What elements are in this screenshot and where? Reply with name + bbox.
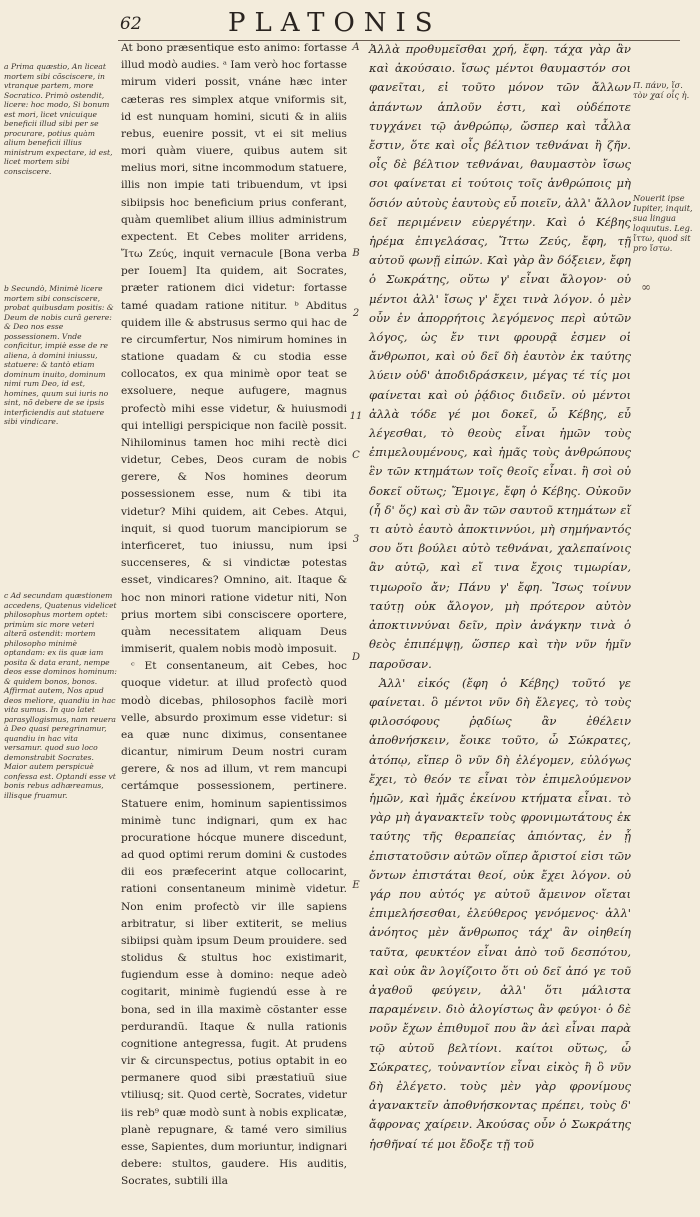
- margin-note-b-text: b Secundò, Minimè licere mortem sibi consciscere, probat quibusdam positis: & Deum de nobis curâ gerere: & Deo nos esse possessionem. Vnde conficitur, impiè esse de re aliena, à domini iniussu, statuere: & tantò etiam dominum inuito, dominum nimi rum Deo, id est, homines, quum sui iuris no sint, nõ debere de se ipsis interficiendis aut statuere sibi vindicare.: [4, 284, 114, 426]
- margin-note-variant-text: Π. πάνυ, ἴσ. τὸν χαί οἷς ἡ.: [633, 80, 690, 100]
- section-marker-b: B: [352, 248, 360, 259]
- ornament-flourish: ∞: [641, 280, 651, 294]
- margin-note-variant: [633, 80, 699, 100]
- greek-paragraph: Ἀλλ' εἰκός (ἔφη ὁ Κέβης) τοῦτό γε φαίνεται. ὃ μέντοι νῦν δὴ ἔλεγες, τὸ τοὺς φιλοσόφους ῥᾳδίως ἂν ἐθέλειν ἀποθνήσκειν, ἔοικε τοῦτο, ὦ Σώκρατες, ἀτόπῳ, εἴπερ ὃ νῦν δὴ ἐλέγομεν, εὐλόγως ἔχει, τὸ θεόν τε εἶναι τὸν ἐπιμελούμενον ἡμῶν, καὶ ἡμᾶς ἐκείνου κτήματα εἶναι. τὸ γὰρ μὴ ἀγανακτεῖν τοὺς φρονιμωτάτους ἐκ ταύτης τῆς θεραπείας ἀπιόντας, ἐν ᾗ ἐπιστατοῦσιν αὐτῶν οἵπερ ἄριστοί εἰσι τῶν ὄντων ἐπιστάται θεοί, οὐκ ἔχει λόγον. οὐ γάρ που αὐτός γε αὑτοῦ ἄμεινον οἴεται ἐπιμελήσεσθαι, ἐλεύθερος γενόμενος· ἀλλ' ἀνόητος μὲν ἄνθρωπος τάχ' ἂν οἰηθείη ταῦτα, φευκτέον εἶναι ἀπὸ τοῦ δεσπότου, καὶ οὐκ ἂν λογίζοιτο ὅτι οὐ δεῖ ἀπό γε τοῦ ἀγαθοῦ φεύγειν, ἀλλ' ὅτι μάλιστα παραμένειν. διὸ ἀλογίστως ἂν φεύγοι· ὁ δὲ νοῦν ἔχων ἐπιθυμοῖ που ἂν ἀεὶ εἶναι παρὰ τῷ αὑτοῦ βελτίονι. καίτοι οὕτως, ὦ Σώκρατες, τοὐναντίον εἶναι εἰκὸς ἢ ὃ νῦν δὴ ἐλέγετο. τοὺς μὲν γὰρ φρονίμους ἀγανακτεῖν ἀποθνήσκοντας πρέπει, τοὺς δ' ἄφρονας χαίρειν. Ἀκούσας οὖν ὁ Σωκράτης ἡσθῆναί τέ μοι ἔδοξε τῇ τοῦ: [369, 675, 631, 1151]
- greek-paragraph: Ἀλλὰ προθυμεῖσθαι χρή, ἔφη. τάχα γὰρ ἂν καὶ ἀκούσαιο. ἴσως μέντοι θαυμαστόν σοι φανεῖται, εἰ τοῦτο μόνον τῶν ἄλλων ἁπάντων ἁπλοῦν ἐστι, καὶ οὐδέποτε τυγχάνει τῷ ἀνθρώπῳ, ὥσπερ καὶ τἆλλα ἔστιν, ὅτε καὶ οἷς βέλτιον τεθνάναι ἢ ζῆν. οἷς δὲ βέλτιον τεθνάναι, θαυμαστὸν ἴσως σοι φαίνεται εἰ τούτοις τοῖς ἀνθρώποις μὴ ὅσιόν αὐτοὺς ἑαυτοὺς εὖ ποιεῖν, ἀλλ' ἄλλον δεῖ περιμένειν εὐεργέτην. Καὶ ὁ Κέβης ἠρέμα ἐπιγελάσας, Ἴττω Ζεύς, ἔφη, τῇ αὑτοῦ φωνῇ εἰπών. Καὶ γὰρ ἂν δόξειεν, ἔφη ὁ Σωκράτης, οὕτω γ' εἶναι ἄλογον· οὐ μέντοι ἀλλ' ἴσως γ' ἔχει τινὰ λόγον. ὁ μὲν οὖν ἐν ἀπορρήτοις λεγόμενος περὶ αὐτῶν λόγος, ὡς ἔν τινι φρουρᾷ ἐσμεν οἱ ἄνθρωποι, καὶ οὐ δεῖ δὴ ἑαυτὸν ἐκ ταύτης λύειν οὐδ' ἀποδιδράσκειν, μέγας τέ τίς μοι φαίνεται καὶ οὐ ῥᾴδιος διιδεῖν. οὐ μέντοι ἀλλὰ τόδε γέ μοι δοκεῖ, ὦ Κέβης, εὖ λέγεσθαι, τὸ θεοὺς εἶναι ἡμῶν τοὺς ἐπιμελουμένους, καὶ ἡμᾶς τοὺς ἀνθρώπους ἓν τῶν κτημάτων τοῖς θεοῖς εἶναι. ἢ σοὶ οὐ δοκεῖ οὕτως; Ἔμοιγε, ἔφη ὁ Κέβης. Οὐκοῦν (ἦ δ' ὅς) καὶ σὺ ἂν τῶν σαυτοῦ κτημάτων εἴ τι αὐτὸ ἑαυτὸ ἀποκτιννύοι, μὴ σημήναντός σου ὅτι βούλει αὐτὸ τεθνάναι, χαλεπαίνοις ἂν αὐτῷ, καὶ εἴ τινα ἔχοις τιμωρίαν, τιμωροῖο ἄν; Πάνυ γ' ἔφη. Ἴσως τοίνυν ταύτῃ οὐκ ἄλογον, μὴ πρότερον αὑτὸν ἀποκτιννύναι δεῖν, πρὶν ἀνάγκην τινὰ ὁ θεὸς ἐπιπέμψῃ, ὥσπερ καὶ τὴν νῦν ἡμῖν παροῦσαν.: [369, 42, 631, 671]
- page-number: 62: [120, 14, 142, 34]
- section-marker-11: 11: [349, 411, 363, 422]
- section-marker-3: 3: [352, 534, 360, 545]
- latin-paragraph: At bono præsentique esto animo: fortasse illud modò audies. ᵃ Iam verò hoc fortasse mirum videri possit, vnáne hæc inter cæteras res simplex atque vniformis sit, id est nunquam homini, sicuti & in aliis rebus, euenire possit, vt ei sit melius mori quàm viuere, quibus autem sit melius mori, sitne incommodum statuere, illis non impie tati tribuendum, vt ipsi sibiipsis hoc beneficium prius conferant, quàm quemlibet alium illius administrum expectent. Et Cebes moliter arridens, Ἴτω Ζεύς, inquit vernacule [Bona verba per Iouem] Ita quidem, ait Socrates, præter rationem dici videtur: fortasse tamé quadam ratione nititur. ᵇ Abditus quidem ille & abstrusus sermo qui hac de re circumfertur, Nos nimirum homines in statione quadam & cu stodia esse collocatos, ex qua minimè opor teat se exsoluere, neque aufugere, magnus profectò mihi esse videtur, & huiusmodi qui intelligi perspicique non facilè possit. Nihilominus tamen hoc mihi rectè dici videtur, Cebes, Deos curam de nobis gerere, & Nos homines deorum possessionem esse, num & tibi ita videtur? Mihi quidem, ait Cebes. Atqui, inquit, si quod tuorum mancipiorum se interficeret, tuo iniussu, num ipsi succenseres, & si vindictæ potestas esset, vindicares? Omnino, ait. Itaque & hoc non minori ratione videtur niti, Non prius mortem sibi consciscere oportere, quàm necessitatem aliquam Deus immiserit, qualem nobis modò imposuit.: [121, 42, 347, 656]
- margin-note-iupiter: [633, 193, 699, 253]
- latin-column: [121, 40, 347, 1191]
- section-marker-e: E: [352, 880, 360, 891]
- margin-note-c-text: c Ad secundam quæstionem accedens, Quatenus videlicet philosophus mortem optet: primùm sic more veteri alterã ostendit: mortem philosopho minimè optandam: ex iis quæ iam posita & data erant, nempe deos esse dominos hominum: & quidem bonos, bonos. Affirmat autem, Nos apud deos meliore, quandiu in hac vita sumus. In quo latet parasyllogismus, nam reuera à Deo quasi peregrinamur, quandiu in hac vita versamur. quod suo loco demonstrabit Socrates. Maior autem perspicuè confessa est. Optandi esse vt bonis rebus adhæreamus, illisque fruamur.: [4, 591, 117, 800]
- section-marker-2: 2: [352, 308, 360, 319]
- section-marker-a: A: [352, 42, 360, 53]
- margin-note-c: [4, 591, 118, 800]
- section-marker-d: D: [351, 652, 361, 663]
- running-head: PLATONIS: [228, 8, 442, 38]
- margin-note-iupiter-text: Nouerit ipse Iupiter, inquit, sua lingua loquutus. Leg. ἴττω, quod sit pro ἴστω.: [633, 193, 693, 253]
- latin-paragraph: ᶜ Et consentaneum, ait Cebes, hoc quoque videtur. at illud profectò quod modò dicebas, philosophos facilè mori velle, absurdo proximum esse videtur: si ea quæ nunc diximus, consentanee dicantur, nimirum Deum nostri curam gerere, & nos ad illum, vt rem mancupi certámque possessionem, pertinere. Statuere enim, hominum sapientissimos minimè tunc indignari, qum ex hac procuratione hócque munere discedunt, ad quod optimi rerum domini & custodes dii eos præfecerint atque collocarint, rationi consentaneum minimè videtur. Non enim profectò vir ille sapiens arbitratur, si liber extiterit, se melius sibiipsi quàm ipsum Deum prouidere. sed stolidus & stultus hoc existimarit, fugiendum esse à domino: neque adeò cogitarit, minimè fugiendú esse à re bona, sed in illa maximè cõstanter esse perdurandũ. Itaque & nulla rationis cognitione antegressa, fugit. At prudens vir & circunspectus, potius optabit in eo permanere quod sibi præstatiuũ siue vtiliusq; sit. Quod certè, Socrates, videtur iis reb⁹ quæ modò sunt à nobis explicatæ, planè repugnare, & tamé vero similius esse, Sapientes, dum moriuntur, indignari debere: stultos, gaudere. His auditis, Socrates, subtili illa: [121, 660, 347, 1188]
- section-markers: [348, 40, 364, 1200]
- greek-column: [369, 40, 631, 1154]
- margin-note-a-text: a Prima quæstio, An liceat mortem sibi cõsciscere, in vtranque partem, more Socratico. Primò ostendit, licere: hoc modo, Si bonum est mori, licet vnicuique beneficii illud sibi per se procurare, potius quàm alium beneficii illius ministrum expectare, id est, licet mortem sibi consciscere.: [4, 62, 113, 176]
- margin-note-b: [4, 284, 118, 427]
- margin-note-a: [4, 62, 118, 176]
- section-marker-c: C: [352, 450, 360, 461]
